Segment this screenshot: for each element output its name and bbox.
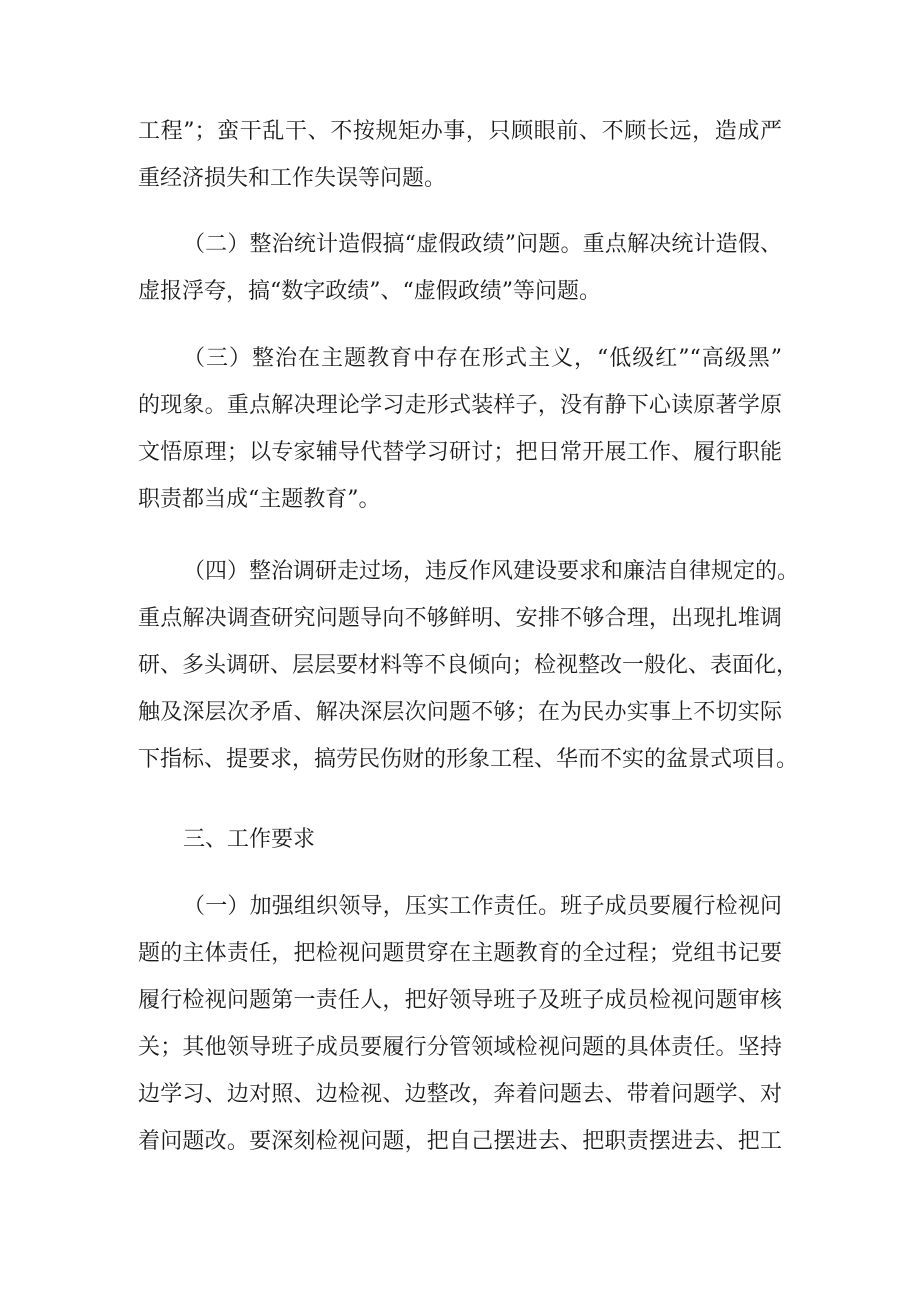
text-line-content: 文悟原理；以专家辅导代替学习研讨；把日常开展工作、履行职能 bbox=[138, 440, 782, 465]
text-line-content: 着问题改。要深刻检视问题，把自己摆进去、把职责摆进去、把工 bbox=[138, 1129, 782, 1154]
text-line-content: 题的主体责任，把检视问题贯穿在主题教育的全过程；党组书记要 bbox=[138, 941, 782, 966]
text-line-content: 职责都当成“主题教育”。 bbox=[138, 487, 381, 512]
text-line-content: 下指标、提要求，搞劳民伤财的形象工程、华而不实的盆景式项目。 bbox=[138, 747, 799, 772]
text-line bbox=[138, 691, 782, 735]
text-line-content: 重点解决调查研究问题导向不够鲜明、安排不够合理，出现扎堆调 bbox=[138, 606, 782, 631]
text-line bbox=[138, 110, 782, 154]
text-line-content: （二）整治统计造假搞“虚假政绩”问题。重点解决统计造假、 bbox=[183, 232, 782, 257]
text-line bbox=[138, 644, 799, 688]
text-line-content: （三）整治在主题教育中存在形式主义，“低级红”“高级黑” bbox=[183, 346, 782, 371]
text-line bbox=[138, 1073, 782, 1117]
text-line-content: 履行检视问题第一责任人，把好领导班子及班子成员检视问题审核 bbox=[138, 988, 782, 1013]
text-line-content: （一）加强组织领导，压实工作责任。班子成员要履行检视问 bbox=[183, 894, 782, 919]
text-line bbox=[183, 223, 782, 267]
text-line bbox=[138, 738, 799, 782]
text-line-content: 虚报浮夸，搞“数字政绩”、“虚假政绩”等问题。 bbox=[138, 279, 601, 304]
text-line bbox=[183, 550, 800, 594]
text-line bbox=[138, 478, 381, 522]
text-line bbox=[138, 431, 782, 475]
text-line-content: 关；其他领导班子成员要履行分管领域检视问题的具体责任。坚持 bbox=[138, 1035, 782, 1060]
text-line bbox=[138, 597, 782, 641]
text-line-content: 触及深层次矛盾、解决深层次问题不够；在为民办实事上不切实际 bbox=[138, 700, 782, 725]
text-line bbox=[138, 384, 782, 428]
text-line-content: 重经济损失和工作失误等问题。 bbox=[138, 166, 447, 191]
text-line-content: （四）整治调研走过场，违反作风建设要求和廉洁自律规定的。 bbox=[183, 559, 800, 584]
text-line-content: 边学习、边对照、边检视、边整改，奔着问题去、带着问题学、对 bbox=[138, 1082, 782, 1107]
text-line bbox=[138, 1120, 782, 1164]
section-heading-text: 三、工作要求 bbox=[183, 827, 316, 852]
text-line bbox=[138, 270, 601, 314]
text-line bbox=[138, 157, 446, 201]
text-line bbox=[183, 337, 782, 381]
text-line bbox=[138, 932, 782, 976]
section-heading bbox=[183, 818, 315, 862]
text-line bbox=[138, 1026, 782, 1070]
text-line-content: 研、多头调研、层层要材料等不良倾向；检视整改一般化、表面化， bbox=[138, 653, 799, 678]
text-line bbox=[138, 979, 782, 1023]
text-line-content: 工程”；蛮干乱干、不按规矩办事，只顾眼前、不顾长远，造成严 bbox=[138, 119, 782, 144]
text-line bbox=[183, 885, 782, 929]
text-line-content: 的现象。重点解决理论学习走形式装样子，没有静下心读原著学原 bbox=[138, 393, 782, 418]
